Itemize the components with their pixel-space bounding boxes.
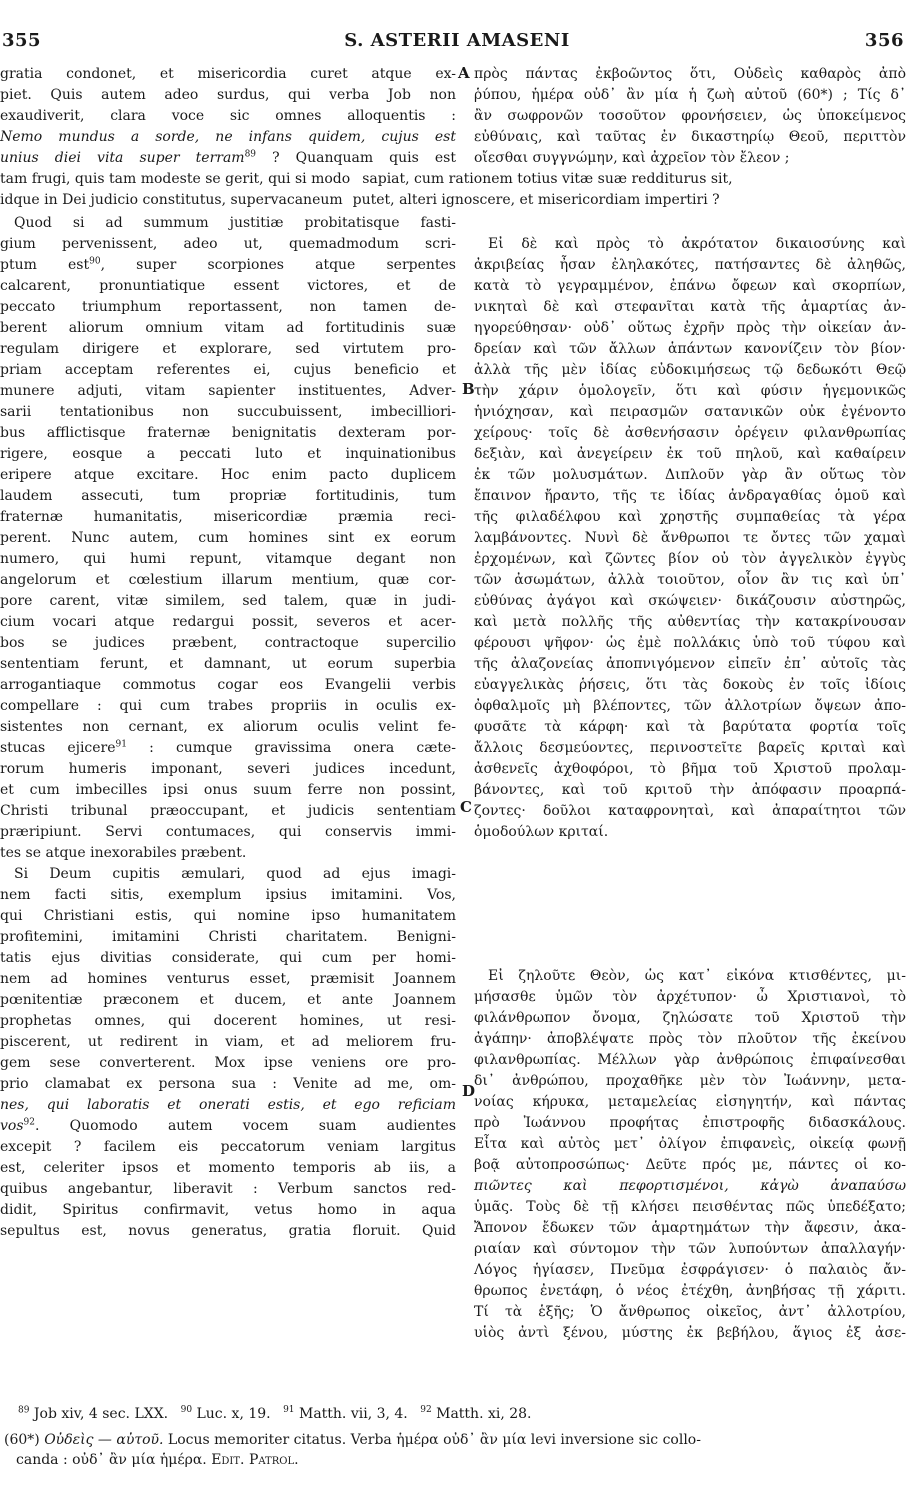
greek-line: τὴν χάριν ὁμολογεῖν, ὅτι καὶ φύσιν ἡγεμονικῶς — [474, 383, 906, 399]
latin-line: Quod si ad summum justitiæ probitatisque fasti- — [14, 215, 456, 231]
greek-line: τῆς ἀλαζονείας ἀποπνιγόμενον εἰπεῖν ἐπ᾽ αὐτοῖς τὰς — [474, 656, 906, 672]
greek-line: ἔπαινον ἤραντο, τῆς τε ἰδίας ἀνδραγαθίας ὁμοῦ καὶ — [474, 488, 906, 504]
latin-line: compellare : qui cum trabes propriis in oculis ex- — [0, 698, 456, 714]
latin-line: Christi tribunal præoccupant, et judicis sententiam — [0, 803, 456, 819]
greek-line: ὀφθαλμοῖς μὴ βλέποντες, τῶν ἀλλοτρίων ὄψεων ἀπο- — [474, 698, 906, 714]
section-marker-a: A — [458, 64, 470, 82]
latin-italic: vos — [0, 1118, 24, 1134]
section-marker-d: D — [462, 1082, 476, 1100]
latin-line: regulam dirigere et explorare, sed virtutem pro- — [0, 341, 456, 357]
note-line — [0, 1450, 910, 1470]
greek-line: τῶν ἀσωμάτων, ἀλλὰ τοιοῦτον, οἷον ἂν τις καὶ ὑπ᾽ — [474, 572, 906, 588]
greek-line: οἴεσθαι συγγνώμην, καὶ ἀχρεῖον τὸν ἔλεον ; — [474, 150, 790, 166]
greek-line: μήσασθε ὑμῶν τὸν ἀρχέτυπον· ὦ Χριστιανοὶ, τὸ — [474, 989, 906, 1005]
spanning-line — [0, 169, 910, 190]
footnote-ref: 91 — [115, 739, 127, 750]
greek-line: πιῶντες καὶ πεφορτισμένοι, κἀγὼ ἀναπαύσω — [474, 1178, 906, 1194]
latin-line: sententiam ferunt, et damnant, ut eorum superbia — [0, 656, 456, 672]
latin-line: piet. Quis autem adeo surdus, qui verba Job non — [0, 87, 456, 103]
latin-line: priam acceptam referentes ei, cujus beneficio et — [0, 362, 456, 378]
greek-line: νικηταὶ δὲ καὶ στεφανῖται κατὰ τῆς ἁμαρτίας ἀν- — [474, 299, 906, 315]
left-page-number: 355 — [2, 30, 42, 51]
latin-line: exaudiverit, clara voce sic omnes alloquentis : — [0, 108, 456, 124]
latin-line: quibus angebantur, liberavit : Verbum sanctos red- — [0, 1181, 456, 1197]
greek-line: φιλάνθρωπον ὄνομα, ζηλώσατε τοῦ Χριστοῦ τὴν — [474, 1010, 906, 1026]
greek-line: φυσᾶτε τὰ κάρφη· καὶ τὰ βαρύτατα φορτία τοῖς — [474, 719, 906, 735]
greek-line: ἂν σωφρονῶν τοσοῦτον φρονήσειεν, ὡς ὑποκείμενος — [474, 108, 906, 124]
latin-text: sapiat, cum rationem totius vitæ suæ redditurus sit, — [362, 171, 733, 187]
greek-line: Εἶτα καὶ αὐτὸς μετ᾽ ὀλίγον ἐπιφανεὶς, οἰκείᾳ φωνῇ — [474, 1136, 906, 1152]
running-title: S. ASTERII AMASENI — [344, 30, 570, 51]
greek-line: δρείαν καὶ τῶν ἄλλων ἁπάντων κανονίζειν τὸν βίον· — [474, 341, 906, 357]
greek-line: ἀλλὰ τῆς μὲν ἰδίας εὐδοκιμήσεως τῷ δεδωκότι Θεῷ — [474, 362, 906, 378]
greek-line: δεξιὰν, καὶ ἀνεγείρειν ἐκ τοῦ πηλοῦ, καὶ καθαίρειν — [474, 446, 906, 462]
latin-line: peccato triumphum reportassent, non tamen de- — [0, 299, 456, 315]
greek-line: ἐκ τῶν μολυσμάτων. Διπλοῦν γὰρ ἂν οὕτως τὸν — [474, 467, 906, 483]
footnote-text: Job xiv, 4 sec. LXX. — [29, 1406, 169, 1422]
footnote-text: Luc. x, 19. — [192, 1406, 271, 1422]
greek-line: ἡνιόχησαν, καὶ πειρασμῶν σατανικῶν οὐκ ἐγένοντο — [474, 404, 906, 420]
greek-line: ἀσθενεῖς ἀχθοφόροι, τὸ βῆμα τοῦ Χριστοῦ προλαμ- — [474, 761, 906, 777]
greek-line: εὐαγγελικὰς ῥήσεις, ὅτι τὰς δοκοὺς ἐν τοῖς ἰδίοις — [474, 677, 906, 693]
greek-line: ηγορεύθησαν· οὐδ᾽ οὕτως ἐχρῆν πρὸς τὴν οἰκείαν ἀν- — [474, 320, 906, 336]
greek-line: ριαίαν καὶ σύντομον τὴν τῶν λυπούντων ἀπαλλαγήν· — [474, 1241, 906, 1257]
latin-text: ? Quanquam quis est — [256, 150, 456, 166]
latin-line: didit, Spiritus confirmavit, vetus homo in aqua — [0, 1202, 456, 1218]
spanning-line — [0, 190, 910, 211]
greek-line: ὑμᾶς. Τοὺς δὲ τῇ κλήσει πεισθέντας πῶς ὑπεδέξατο; — [474, 1199, 906, 1215]
latin-text: idque in Dei judicio constitutus, supervacaneum — [0, 192, 343, 208]
latin-line: sepultus est, novus generatus, gratia floruit. Quid — [0, 1223, 456, 1239]
latin-line — [0, 255, 456, 276]
greek-line: Εἰ ζηλοῦτε Θεὸν, ὡς κατ᾽ εἰκόνα κτισθέντες, μι- — [488, 968, 906, 984]
greek-line: Λόγος ἡγίασεν, Πνεῦμα ἐσφράγισεν· ὁ παλαιὸς ἄν- — [474, 1262, 906, 1278]
footnotes — [0, 1404, 910, 1424]
latin-line: profitemini, imitamini Christi charitatem. Benigni- — [0, 929, 456, 945]
footnote-text: Matth. xi, 28. — [431, 1406, 532, 1422]
latin-line: prophetas omnes, qui docerent homines, ut resi- — [0, 1013, 456, 1029]
footnote-ref: 89 — [244, 149, 257, 160]
latin-column-main — [0, 213, 456, 1242]
latin-line — [0, 738, 456, 759]
latin-line: excepit ? facilem eis peccatorum veniam largitus — [0, 1139, 456, 1155]
page-header — [0, 30, 914, 60]
latin-column-top — [0, 64, 456, 169]
greek-line: χείρους· τοῖς δὲ ἀσθενήσασιν ὀρέγειν φιλανθρωπίας — [474, 425, 906, 441]
greek-column-top — [474, 64, 906, 169]
greek-line: καὶ μετὰ πολλῆς τῆς αὐθεντίας τὴν κατακρίνουσαν — [474, 614, 906, 630]
note-text: canda : οὐδ᾽ ἂν μία ἡμέρα. — [16, 1452, 212, 1468]
footnote-line — [0, 1404, 910, 1424]
latin-line: Nemo mundus a sorde, ne infans quidem, cujus est — [0, 129, 456, 145]
latin-text: putet, alteri ignoscere, et misericordiam impertiri ? — [352, 192, 720, 208]
latin-line: tes se atque inexorabiles præbent. — [0, 845, 247, 861]
latin-line: rorum humeris imponant, severi judices incedunt, — [0, 761, 456, 777]
latin-line — [0, 1116, 456, 1137]
greek-line: υἱὸς ἀντὶ ξένου, μύστης ἐκ βεβήλου, ἅγιος ἐξ ἀσε- — [474, 1325, 906, 1341]
section-marker-c: C — [460, 798, 472, 816]
greek-line: φιλανθρωπίας. Μέλλων γὰρ ἀνθρώποις ἐπιφαίνεσθαι — [474, 1052, 906, 1068]
section-marker-b: B — [462, 380, 475, 398]
note-signature: Edit. Patrol. — [211, 1452, 299, 1468]
latin-line: arrogantiaque commotus cogar eos Evangelii verbis — [0, 677, 456, 693]
latin-line: sistentes non cernant, ex aliorum oculis velint fe- — [0, 719, 456, 735]
latin-text: tam frugi, quis tam modeste se gerit, qui si modo — [0, 171, 351, 187]
greek-line: εὐθύναις, καὶ ταῦτας ἐν δικαστηρίῳ Θεοῦ, περιττὸν — [474, 129, 906, 145]
latin-line: bos se judices præbent, contractoque supercilio — [0, 635, 456, 651]
greek-line: λαμβάνοντες. Νυνὶ δὲ ἄνθρωποι τε ὄντες τῶν χαμαὶ — [474, 530, 906, 546]
footnote-number: 89 — [18, 1405, 30, 1416]
greek-line: πρὸ Ἰωάννου προφήτας ἐπιστροφῆς διδασκάλους. — [474, 1115, 906, 1131]
latin-text: ptum est — [0, 257, 90, 273]
note-line — [0, 1430, 910, 1450]
latin-line: bus afflictisque fraternæ benignitatis dexteram por- — [0, 425, 456, 441]
greek-line: τῆς φιλαδέλφου καὶ χρηστῆς συμπαθείας τὰ γέρα — [474, 509, 906, 525]
latin-line: rigere, eosque a peccati luto et inquinationibus — [0, 446, 456, 462]
latin-line: gem sese converterent. Mox ipse veniens ore pro- — [0, 1055, 456, 1071]
latin-text: , super scorpiones atque serpentes — [100, 257, 456, 273]
latin-line: nes, qui laboratis et onerati estis, et ego reficiam — [0, 1097, 456, 1113]
greek-line: ἀκριβείας ἦσαν ἐληλακότες, πατήσαντες δὲ ἀληθῶς, — [474, 257, 906, 273]
greek-line: Τί τὰ ἑξῆς; Ὁ ἄνθρωπος οἰκεῖος, ἀντ᾽ ἀλλοτρίου, — [474, 1304, 906, 1320]
greek-line: νοίας κήρυκα, μεταμελείας εἰσηγητήν, καὶ πάντας — [474, 1094, 906, 1110]
latin-line: qui Christiani estis, qui nomine ipso humanitatem — [0, 908, 456, 924]
footnote-ref: 92 — [23, 1117, 35, 1128]
greek-column-main — [474, 234, 906, 843]
latin-text: . Quomodo autem vocem suam audientes — [34, 1118, 456, 1134]
greek-line: κατὰ τὸ γεγραμμένον, ἐπάνω ὄφεων καὶ σκορπίων, — [474, 278, 906, 294]
latin-line — [0, 148, 456, 169]
latin-text: : cumque gravissima onera cæte- — [126, 740, 456, 756]
greek-line: εὐθύνας ἀγάγοι καὶ σκώψειεν· δικάζουσιν αὐστηρῶς, — [474, 593, 906, 609]
latin-line: munere adjuti, vitam sapienter instituentes, Adver- — [0, 383, 456, 399]
greek-line: ζοντες· δοῦλοι καταφρονηταὶ, καὶ ἀπαραίτητοι τῶν — [474, 803, 906, 819]
latin-line: berent aliorum omnium vitam ad fortitudinis suæ — [0, 320, 456, 336]
latin-line: gium pervenissent, adeo ut, quemadmodum scri- — [0, 236, 456, 252]
latin-line: piscerent, ut redirent in viam, et ad meliorem fru- — [0, 1034, 456, 1050]
latin-line: angelorum et cœlestium illarum mentium, quæ cor- — [0, 572, 456, 588]
footnote-text: Matth. vii, 3, 4. — [294, 1406, 408, 1422]
latin-line: tatis ejus divitias considerate, qui cum per homi- — [0, 950, 456, 966]
greek-column-bottom — [474, 966, 906, 1344]
latin-italic: unius diei vita super terram — [0, 150, 245, 166]
greek-line: Ἄπονον ἔδωκεν τῶν ἁμαρτημάτων τὴν ἄφεσιν, ἀκα- — [474, 1220, 906, 1236]
latin-line: numero, qui humi repunt, vitamque degant non — [0, 551, 456, 567]
greek-line: θρωπος ἐνετάφη, ὁ νέος ἐτέχθη, ἀνηβήσας τῇ χάριτι. — [474, 1283, 906, 1299]
greek-line: ῥύπου, ἡμέρα οὐδ᾽ ἂν μία ἡ ζωὴ αὐτοῦ (60*) ; Τίς δ᾽ — [474, 87, 906, 103]
latin-line: prio clamabat ex persona sua : Venite ad me, om- — [0, 1076, 456, 1092]
latin-line: sarii tentationibus non succubuissent, imbecilliori- — [0, 404, 456, 420]
greek-line: ὁμοδούλων κριταί. — [474, 824, 609, 840]
footnote-number: 91 — [283, 1405, 295, 1416]
latin-line: cium vocari atque redargui possit, severos et acer- — [0, 614, 456, 630]
latin-line: Si Deum cupitis æmulari, quod ad ejus imagi- — [14, 866, 456, 882]
latin-line: nem facti sitis, exemplum ipsius imitamini. Vos, — [0, 887, 456, 903]
note-greek-ref: Οὐδεὶς — αὐτοῦ. — [44, 1432, 164, 1448]
greek-line: φέρουσι ψῆφον· ὡς ἐμὲ πολλάκις ὑπὸ τοῦ τύφου καὶ — [474, 635, 906, 651]
footnote-number: 90 — [180, 1405, 193, 1416]
latin-line: calcarent, pronuntiatique essent victores, et de — [0, 278, 456, 294]
greek-line: βοᾷ αὐτοπροσώπως· Δεῦτε πρός με, πάντες οἱ κο- — [474, 1157, 906, 1173]
latin-line: pœnitentiæ præconem et ducem, et ante Joannem — [0, 992, 456, 1008]
spanning-lines — [0, 169, 910, 211]
latin-line: et cum imbecilles ipsi onus suum ferre non possint, — [0, 782, 456, 798]
greek-line: δι᾽ ἀνθρώπου, προχαθῆκε μὲν τὸν Ἰωάννην, μετα- — [474, 1073, 906, 1089]
latin-line: eripere atque excitare. Hoc enim pacto duplicem — [0, 467, 456, 483]
latin-line: fraternæ humanitatis, misericordiæ præmia reci- — [0, 509, 456, 525]
latin-line: est, celeriter ipsos et momento temporis ab iis, a — [0, 1160, 456, 1176]
editor-note — [0, 1430, 910, 1470]
latin-line: pore carent, vitæ similem, sed talem, quæ in judi- — [0, 593, 456, 609]
latin-line: laudem assecuti, tum propriæ fortitudinis, tum — [0, 488, 456, 504]
greek-line: ἀγάπην· ἀποβλέψατε πρὸς τὸν πλοῦτον τῆς ἐκείνου — [474, 1031, 906, 1047]
note-ref: (60*) — [4, 1432, 40, 1448]
greek-line: Εἰ δὲ καὶ πρὸς τὸ ἀκρότατον δικαιοσύνης καὶ — [488, 236, 906, 252]
latin-line: perent. Nunc autem, cum homines sint ex eorum — [0, 530, 456, 546]
note-text: Locus memoriter citatus. Verba ἡμέρα οὐδ᾽ ἂν μία levi inversione sic collo- — [163, 1432, 701, 1448]
greek-line: πρὸς πάντας ἐκβοῶντος ὅτι, Οὐδεὶς καθαρὸς ἀπὸ — [474, 66, 906, 82]
latin-line: nem ad homines venturus esset, præmisit Joannem — [0, 971, 456, 987]
footnote-ref: 90 — [89, 256, 101, 267]
right-page-number: 356 — [864, 30, 904, 51]
latin-text: stucas ejicere — [0, 740, 116, 756]
greek-line: ἄλλοις δεσμεύοντες, περινοστεῖτε βαρεῖς κριταὶ καὶ — [474, 740, 906, 756]
footnote-number: 92 — [420, 1405, 432, 1416]
greek-line: βάνοντες, καὶ τοῦ κριτοῦ τὴν ἀπόφασιν προαρπά- — [474, 782, 906, 798]
greek-line: ἐρχομένων, καὶ ζῶντες βίον οὐ τὸν ἀγγελικὸν ἐγγὺς — [474, 551, 906, 567]
latin-line: præripiunt. Servi contumaces, qui conservis immi- — [0, 824, 456, 840]
latin-line: gratia condonet, et misericordia curet atque ex- — [0, 66, 456, 82]
